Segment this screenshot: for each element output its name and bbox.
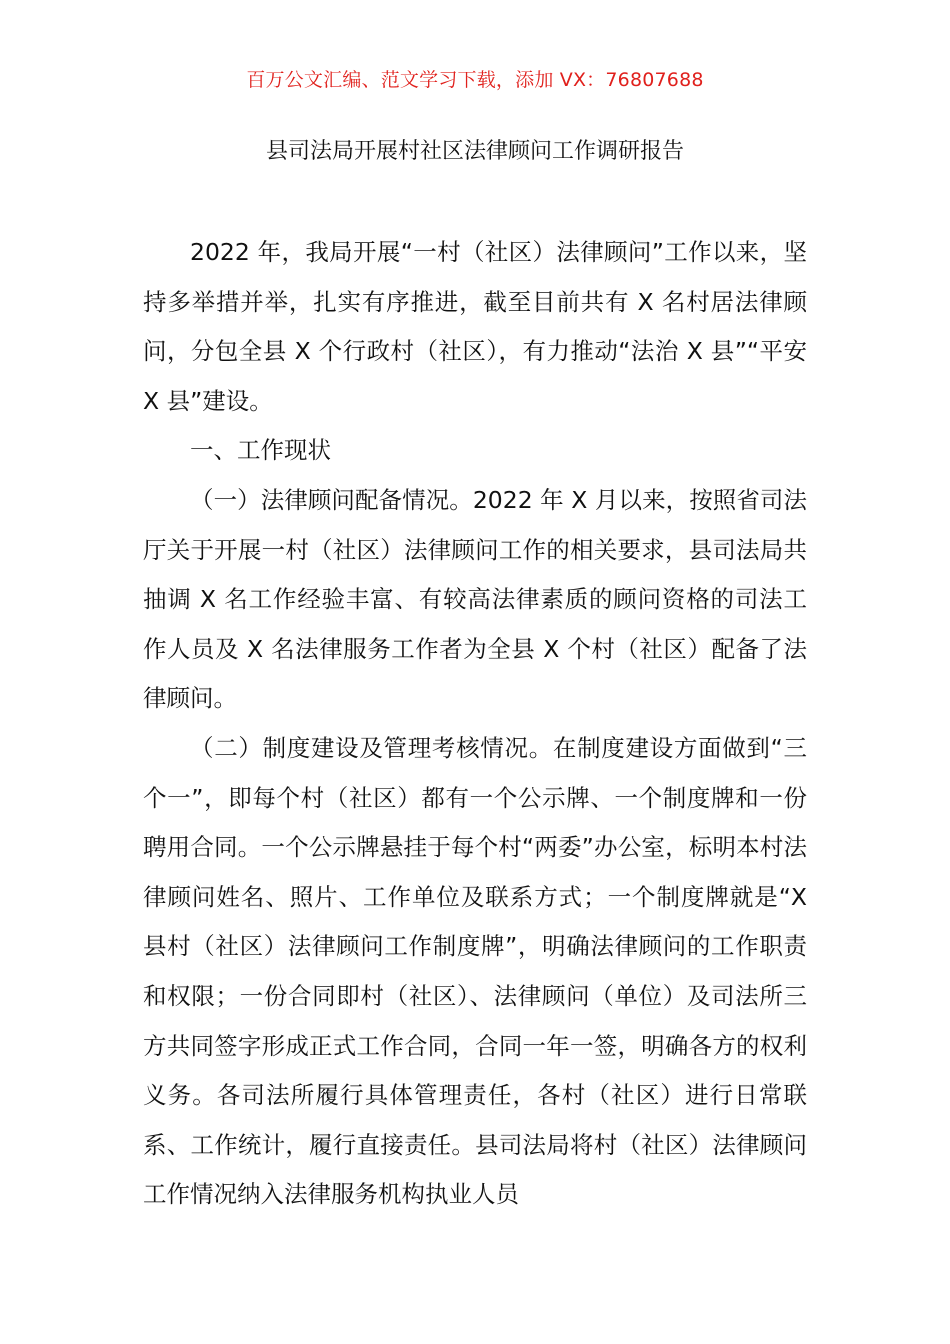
promo-banner: 百万公文汇编、范文学习下载，添加 VX：76807688 xyxy=(246,69,704,91)
paragraph-intro: 2022 年，我局开展“一村（社区）法律顾问”工作以来，坚持多举措并举，扎实有序推进，截至目前共有 X 名村居法律顾问，分包全县 X 个行政村（社区），有力推动“法治 X 县”“平安 X 县”建设。 xyxy=(143,238,807,415)
document-title: 县司法局开展村社区法律顾问工作调研报告 xyxy=(265,139,684,164)
paragraph-system-building: （二）制度建设及管理考核情况。在制度建设方面做到“三个一”，即每个村（社区）都有一个公示牌、一个制度牌和一份聘用合同。一个公示牌悬挂于每个村“两委”办公室，标明本村法律顾问姓名、照片、工作单位及联系方式；一个制度牌就是“X 县村（社区）法律顾问工作制度牌”，明确法律顾问的工作职责和权限；一份合同即村（社区）、法律顾问（单位）及司法所三方共同签字形成正式工作合同，合同一年一签，明确各方的权利义务。各司法所履行具体管理责任，各村（社区）进行日常联系、工作统计，履行直接责任。县司法局将村（社区）法律顾问工作情况纳入法律服务机构执业人员 xyxy=(143,733,807,1209)
paragraph-staffing: （一）法律顾问配备情况。2022 年 X 月以来，按照省司法厅关于开展一村（社区）法律顾问工作的相关要求，县司法局共抽调 X 名工作经验丰富、有较高法律素质的顾问资格的司法工作人员及 X 名法律服务工作者为全县 X 个村（社区）配备了法律顾问。 xyxy=(143,485,807,713)
section-heading-current-status: 一、工作现状 xyxy=(190,436,331,465)
document-body xyxy=(143,228,807,1220)
